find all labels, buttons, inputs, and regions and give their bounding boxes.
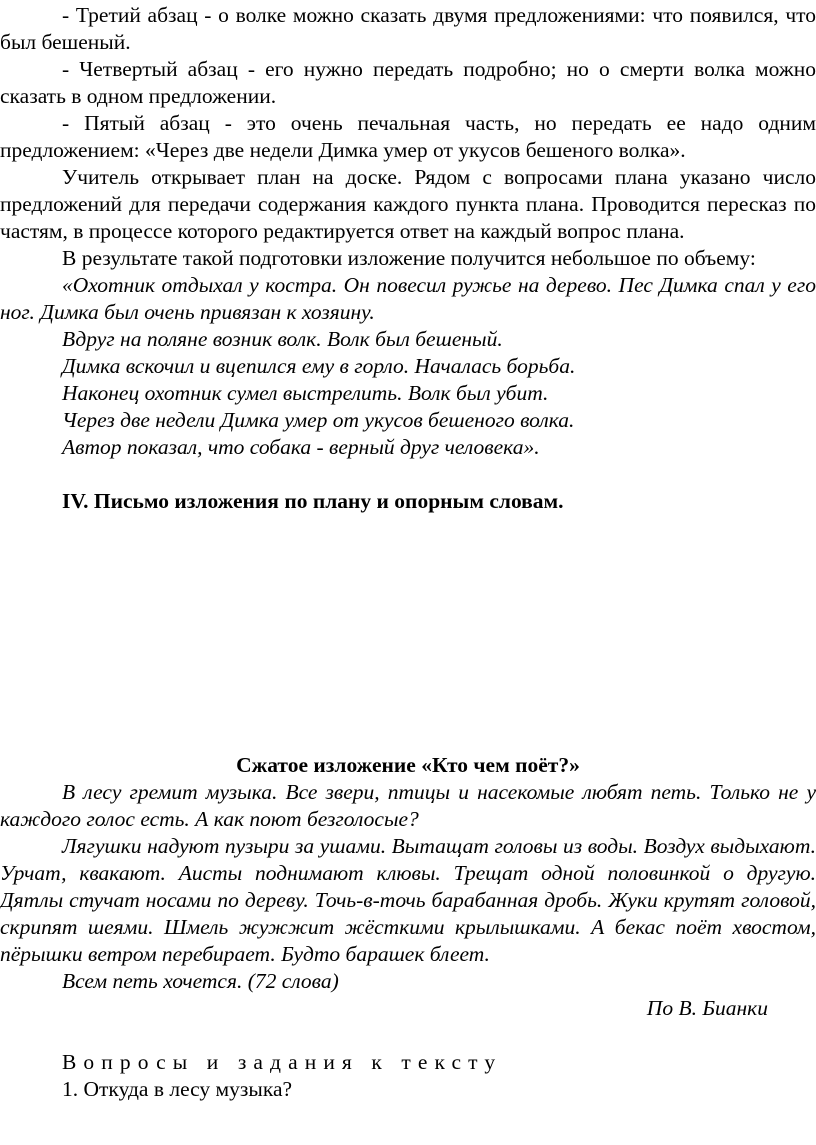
method-text bbox=[0, 0, 816, 272]
sample-line: Вдруг на поляне возник волк. Волк был бешеный. bbox=[62, 327, 503, 351]
paragraph-teacher-plan: Учитель открывает план на доске. Рядом с вопросами плана указано число предложений для передачи содержания каждого пункта плана. Проводится пересказ по частям, в процессе которого редактируется ответ на каждый вопрос плана. bbox=[0, 165, 816, 243]
sample-exposition bbox=[0, 272, 816, 461]
paragraph-result: В результате такой подготовки изложение получится небольшое по объему: bbox=[62, 246, 756, 270]
questions-heading: Вопросы и задания к тексту bbox=[62, 1050, 503, 1074]
paragraph-fifth: - Пятый абзац - это очень печальная часть, но передать ее надо одним предложением: «Через две недели Димка умер от укусов бешеного волка». bbox=[0, 111, 816, 162]
story-author: По В. Бианки bbox=[646, 996, 768, 1020]
story-paragraph: Лягушки надуют пузыри за ушами. Вытащат головы из воды. Воздух выдыхают. Урчат, квакают. Аисты поднимают клювы. Трещат одной половинкой о другую. Дятлы стучат носами по дереву. Точь-в-точь барабанная дробь. Жуки крутят головой, скрипят шеями. Шмель жужжит жёсткими крылышками. А бекас поёт хвостом, пёрышки ветром перебирает. Будто барашек блеет. bbox=[0, 834, 816, 966]
story-paragraph: Всем петь хочется. (72 слова) bbox=[62, 969, 339, 993]
question-item: 1. Откуда в лесу музыка? bbox=[62, 1077, 293, 1101]
sample-line: Наконец охотник сумел выстрелить. Волк был убит. bbox=[62, 381, 549, 405]
sample-line: Димка вскочил и вцепился ему в горло. Началась борьба. bbox=[62, 354, 576, 378]
sample-line: Автор показал, что собака - верный друг человека». bbox=[62, 435, 540, 459]
story-text bbox=[0, 779, 816, 1103]
sample-line: «Охотник отдыхал у костра. Он повесил ружье на дерево. Пес Димка спал у его ног. Димка был очень привязан к хозяину. bbox=[0, 273, 816, 324]
story-paragraph: В лесу гремит музыка. Все звери, птицы и насекомые любят петь. Только не у каждого голос есть. А как поют безголосые? bbox=[0, 780, 816, 831]
sample-line: Через две недели Димка умер от укусов бешеного волка. bbox=[62, 408, 575, 432]
story-title: Сжатое изложение «Кто чем поёт?» bbox=[236, 753, 580, 777]
paragraph-fourth: - Четвертый абзац - его нужно передать подробно; но о смерти волка можно сказать в одном предложении. bbox=[0, 57, 816, 108]
paragraph-third: - Третий абзац - о волке можно сказать двумя предложениями: что появился, что был бешеный. bbox=[0, 3, 816, 54]
section-heading: IV. Письмо изложения по плану и опорным словам. bbox=[62, 489, 564, 513]
